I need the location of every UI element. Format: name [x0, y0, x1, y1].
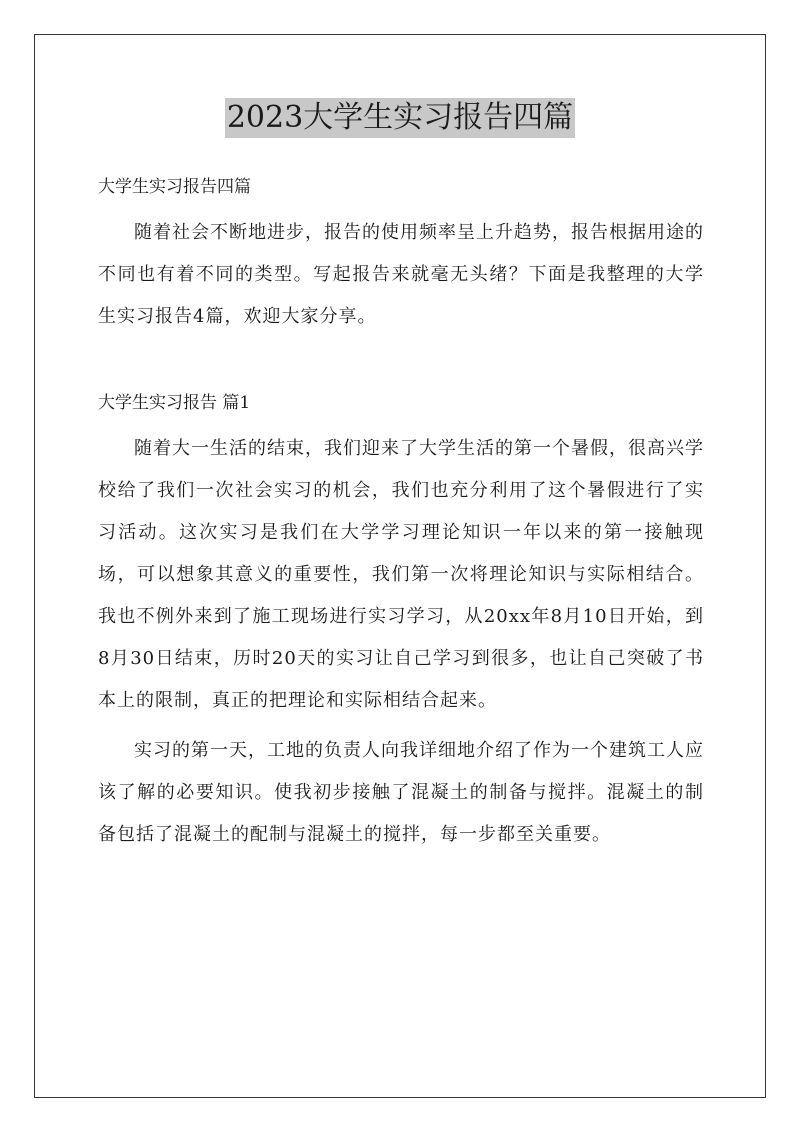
section-paragraph: 随着大一生活的结束，我们迎来了大学生活的第一个暑假，很高兴学校给了我们一次社会实习的机会，我们也充分利用了这个暑假进行了实习活动。这次实习是我们在大学学习理论知识一年以来的第一接触现场，可以想象其意义的重要性，我们第一次将理论知识与实际相结合。我也不例外来到了施工现场进行实习学习，从20xx年8月10日开始，到8月30日结束，历时20天的实习让自己学习到很多，也让自己突破了书本上的限制，真正的把理论和实际相结合起来。 [98, 438, 704, 711]
section-heading: 大学生实习报告 篇1 [98, 393, 251, 413]
intro-paragraph: 随着社会不断地进步，报告的使用频率呈上升趋势，报告根据用途的不同也有着不同的类型。写起报告来就毫无头绪？下面是我整理的大学生实习报告4篇，欢迎大家分享。 [98, 222, 704, 327]
section-paragraph: 实习的第一天，工地的负责人向我详细地介绍了作为一个建筑工人应该了解的必要知识。使我初步接触了混凝土的制备与搅拌。混凝土的制备包括了混凝土的配制与混凝土的搅拌，每一步都至关重要。 [98, 740, 704, 845]
intro-heading: 大学生实习报告四篇 [98, 177, 251, 197]
document-title: 2023大学生实习报告四篇 [225, 98, 575, 138]
document-body [98, 168, 704, 856]
document-title-container [0, 98, 800, 138]
